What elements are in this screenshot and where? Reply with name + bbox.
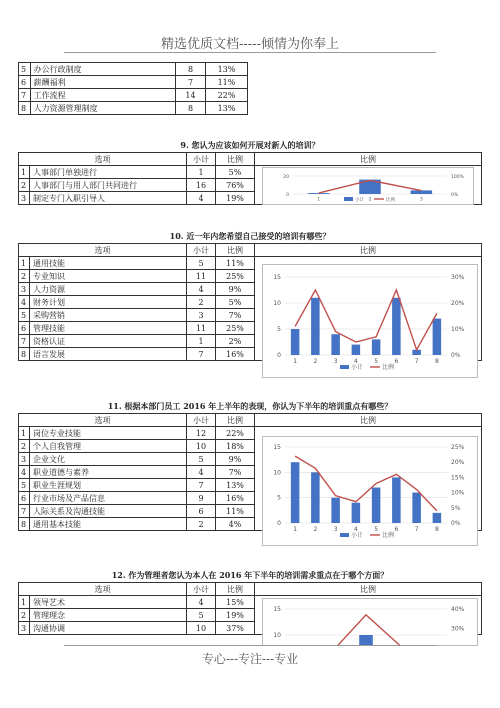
row-option: 沟通协调 — [30, 622, 187, 635]
bar — [352, 345, 361, 355]
page-footer: 专心---专注---专业 — [201, 652, 299, 666]
q9-chart — [262, 167, 474, 205]
y2-tick-label: 0% — [451, 520, 461, 527]
q11-chart — [262, 436, 478, 546]
legend-label-count: 小计 — [351, 532, 364, 539]
col-chart: 比例 — [255, 244, 482, 257]
row-pct: 16% — [216, 492, 255, 505]
row-no: 3 — [19, 283, 30, 296]
table-row — [19, 76, 255, 89]
row-option: 制定专门入职引导人 — [30, 192, 187, 205]
y-tick-label: 20 — [283, 175, 289, 180]
row-option: 资格认证 — [30, 335, 187, 348]
x-tick-label: 7 — [414, 358, 419, 365]
x-tick-label: 3 — [333, 358, 338, 365]
legend-label-ratio: 比例 — [382, 532, 395, 539]
row-count: 14 — [175, 89, 206, 102]
row-no: 4 — [19, 466, 30, 479]
col-count: 小计 — [187, 244, 216, 257]
bar — [311, 298, 320, 355]
legend-label-ratio: 比例 — [386, 198, 395, 203]
row-no: 3 — [19, 192, 30, 205]
x-tick-label: 2 — [313, 526, 318, 533]
row-pct: 15% — [216, 596, 255, 609]
row-option: 薪酬福利 — [30, 76, 175, 89]
row-no: 8 — [19, 518, 30, 531]
row-pct: 18% — [216, 440, 255, 453]
row-no: 4 — [19, 296, 30, 309]
x-tick-label: 6 — [394, 358, 399, 365]
legend-swatch-count — [340, 533, 349, 537]
row-pct: 19% — [216, 192, 255, 205]
col-chart: 比例 — [255, 583, 482, 596]
row-count: 5 — [187, 257, 216, 270]
bar — [411, 190, 433, 194]
legend-swatch-count — [344, 197, 353, 201]
table-header-row — [19, 583, 482, 596]
row-count: 12 — [187, 427, 216, 440]
row-pct: 5% — [216, 296, 255, 309]
footer-divider — [64, 645, 436, 646]
y2-tick-label: 0% — [451, 352, 461, 359]
bar — [311, 472, 320, 523]
x-tick-label: 5 — [374, 526, 379, 533]
row-no: 1 — [19, 257, 30, 270]
row-option: 人力资源管理制度 — [30, 102, 175, 115]
table-row — [19, 89, 255, 102]
row-option: 企业文化 — [30, 453, 187, 466]
table-row — [19, 102, 255, 115]
legend-swatch-count — [340, 365, 349, 369]
y2-tick-label: 15% — [451, 474, 465, 482]
row-pct: 11% — [206, 76, 247, 89]
x-tick-label: 8 — [434, 358, 439, 365]
row-pct: 76% — [216, 179, 255, 192]
row-pct: 13% — [206, 63, 247, 76]
q11-title: 11. 根据本部门员工 2016 年上半年的表现，你认为下半年的培训重点有哪些？ — [107, 401, 393, 411]
row-pct: 9% — [216, 283, 255, 296]
row-no: 2 — [19, 179, 30, 192]
row-pct: 22% — [216, 427, 255, 440]
row-count: 2 — [187, 296, 216, 309]
row-option: 人事部门与用人部门共同进行 — [30, 179, 187, 192]
bar — [352, 503, 361, 523]
x-tick-label: 1 — [317, 197, 321, 203]
row-count: 2 — [187, 518, 216, 531]
row-pct: 25% — [216, 270, 255, 283]
row-option: 行业市场及产品信息 — [30, 492, 187, 505]
row-option: 财务计划 — [30, 296, 187, 309]
bar — [308, 193, 330, 194]
col-pct: 比例 — [216, 414, 255, 427]
y-tick-label: 10 — [273, 300, 281, 307]
bar — [372, 488, 381, 523]
row-option: 职业生涯规划 — [30, 479, 187, 492]
col-chart: 比例 — [255, 414, 482, 427]
row-count: 8 — [175, 63, 206, 76]
y2-tick-label: 0% — [451, 193, 459, 198]
col-chart: 比例 — [255, 153, 482, 166]
row-no: 5 — [19, 479, 30, 492]
legend-label-ratio: 比例 — [382, 364, 395, 371]
row-count: 4 — [187, 466, 216, 479]
row-no: 2 — [19, 270, 30, 283]
page-header: 精选优质文档-----倾情为你奉上 — [161, 37, 339, 52]
col-count: 小计 — [187, 414, 216, 427]
col-option: 选项 — [19, 244, 187, 257]
col-option: 选项 — [19, 583, 187, 596]
spacer-cell — [247, 63, 254, 115]
q12-chart — [262, 598, 478, 646]
row-no: 8 — [19, 102, 31, 115]
row-count: 11 — [187, 270, 216, 283]
row-pct: 5% — [216, 166, 255, 179]
y2-tick-label: 20% — [451, 300, 465, 307]
col-option: 选项 — [19, 414, 187, 427]
legend-label-count: 小计 — [351, 364, 364, 371]
bar — [392, 298, 401, 355]
row-count: 4 — [187, 192, 216, 205]
row-count: 7 — [187, 348, 216, 361]
row-pct: 13% — [206, 102, 247, 115]
y-tick-label: 15 — [273, 444, 281, 451]
row-option: 通用基本技能 — [30, 518, 187, 531]
y-tick-label: 15 — [273, 606, 281, 613]
row-pct: 13% — [216, 479, 255, 492]
row-option: 领导艺术 — [30, 596, 187, 609]
x-tick-label: 5 — [374, 358, 379, 365]
y2-tick-label: 5% — [451, 504, 461, 512]
row-no: 1 — [19, 427, 30, 440]
row-option: 专业知识 — [30, 270, 187, 283]
row-count: 16 — [187, 179, 216, 192]
row-pct: 2% — [216, 335, 255, 348]
table-row — [19, 63, 255, 76]
col-pct: 比例 — [216, 153, 255, 166]
row-count: 7 — [175, 76, 206, 89]
row-option: 工作流程 — [30, 89, 175, 102]
bar — [392, 477, 401, 523]
row-no: 1 — [19, 166, 30, 179]
row-count: 9 — [187, 492, 216, 505]
row-count: 3 — [187, 309, 216, 322]
row-count: 11 — [187, 322, 216, 335]
row-pct: 25% — [216, 322, 255, 335]
table-continued — [18, 62, 254, 115]
row-pct: 37% — [216, 622, 255, 635]
q12-title: 12. 作为管理者您认为本人在 2016 年下半年的培训需求重点在于哪个方面？ — [111, 570, 389, 580]
row-pct: 9% — [216, 453, 255, 466]
bar — [331, 334, 340, 355]
bar — [433, 319, 442, 355]
bar — [331, 498, 340, 523]
row-pct: 4% — [216, 518, 255, 531]
row-option: 个人自我管理 — [30, 440, 187, 453]
y-tick-label: 10 — [273, 469, 281, 477]
row-option: 人力资源 — [30, 283, 187, 296]
x-tick-label: 3 — [333, 526, 338, 533]
x-tick-label: 4 — [353, 358, 358, 365]
row-no: 7 — [19, 505, 30, 518]
row-count: 5 — [187, 609, 216, 622]
y2-tick-label: 30% — [451, 625, 465, 633]
row-count: 1 — [187, 335, 216, 348]
col-count: 小计 — [187, 583, 216, 596]
row-pct: 11% — [216, 505, 255, 518]
row-no: 1 — [19, 596, 30, 609]
row-no: 5 — [19, 309, 30, 322]
row-no: 6 — [19, 492, 30, 505]
x-tick-label: 7 — [414, 526, 419, 533]
x-tick-label: 3 — [419, 197, 423, 203]
row-no: 6 — [19, 322, 30, 335]
row-count: 5 — [187, 453, 216, 466]
header-divider — [64, 52, 436, 53]
bar — [291, 462, 300, 523]
y-tick-label: 10 — [273, 632, 281, 639]
row-no: 7 — [19, 335, 30, 348]
row-option: 岗位专业技能 — [30, 427, 187, 440]
y2-tick-label — [451, 645, 465, 646]
row-no: 5 — [19, 63, 31, 76]
row-count: 1 — [187, 166, 216, 179]
row-pct: 7% — [216, 309, 255, 322]
row-option: 管理技能 — [30, 322, 187, 335]
bar — [291, 329, 300, 355]
row-no: 6 — [19, 76, 31, 89]
x-tick-label: 2 — [313, 358, 318, 365]
row-pct: 19% — [216, 609, 255, 622]
bar — [433, 513, 442, 523]
row-option: 职业道德与素养 — [30, 466, 187, 479]
y2-tick-label: 25% — [451, 444, 465, 451]
row-option: 语言发展 — [30, 348, 187, 361]
q10-title: 10. 近一年内您希望自己接受的培训有哪些？ — [169, 231, 331, 241]
row-option: 办公行政制度 — [30, 63, 175, 76]
x-tick-label: 4 — [353, 526, 358, 533]
x-tick-label: 2 — [368, 197, 372, 203]
y2-tick-label: 10% — [451, 489, 465, 497]
row-no: 8 — [19, 348, 30, 361]
col-count: 小计 — [187, 153, 216, 166]
row-count: 10 — [187, 622, 216, 635]
q9-title: 9. 您认为应该如何开展对新人的培训？ — [180, 140, 320, 150]
row-pct: 16% — [216, 348, 255, 361]
table-header-row — [19, 153, 482, 166]
y2-tick-label: 100% — [451, 175, 464, 180]
y2-tick-label: 30% — [451, 274, 465, 281]
x-tick-label: 1 — [293, 526, 298, 533]
col-option: 选项 — [19, 153, 187, 166]
row-no: 7 — [19, 89, 31, 102]
y-tick-label: 0 — [286, 193, 289, 198]
row-pct: 22% — [206, 89, 247, 102]
row-no: 2 — [19, 609, 30, 622]
legend-label-count: 小计 — [355, 198, 364, 203]
y2-tick-label: 10% — [451, 326, 465, 333]
row-count: 6 — [187, 505, 216, 518]
row-option: 管理理念 — [30, 609, 187, 622]
row-pct: 7% — [216, 466, 255, 479]
row-option: 人际关系及沟通技能 — [30, 505, 187, 518]
q10-chart — [262, 264, 478, 378]
row-count: 7 — [187, 479, 216, 492]
row-no: 3 — [19, 622, 30, 635]
y2-tick-label: 40% — [451, 606, 465, 613]
row-no: 3 — [19, 453, 30, 466]
y2-tick-label: 20% — [451, 459, 465, 467]
col-pct: 比例 — [216, 244, 255, 257]
row-count: 8 — [175, 102, 206, 115]
row-count: 4 — [187, 283, 216, 296]
x-tick-label: 1 — [293, 358, 298, 365]
y-tick-label: 0 — [277, 352, 281, 359]
y-tick-label: 5 — [277, 326, 281, 333]
x-tick-label: 6 — [394, 526, 399, 533]
row-option: 通用技能 — [30, 257, 187, 270]
row-pct: 11% — [216, 257, 255, 270]
bar — [412, 493, 421, 523]
col-pct: 比例 — [216, 583, 255, 596]
y-tick-label: 15 — [273, 274, 281, 281]
row-option: 人事部门单独进行 — [30, 166, 187, 179]
y-tick-label: 5 — [277, 494, 281, 502]
row-option: 采购营销 — [30, 309, 187, 322]
row-count: 10 — [187, 440, 216, 453]
bar — [372, 339, 381, 355]
row-count: 4 — [187, 596, 216, 609]
table-header-row — [19, 244, 482, 257]
table-header-row — [19, 414, 482, 427]
x-tick-label: 8 — [434, 526, 439, 533]
y-tick-label: 0 — [277, 520, 281, 527]
row-no: 2 — [19, 440, 30, 453]
